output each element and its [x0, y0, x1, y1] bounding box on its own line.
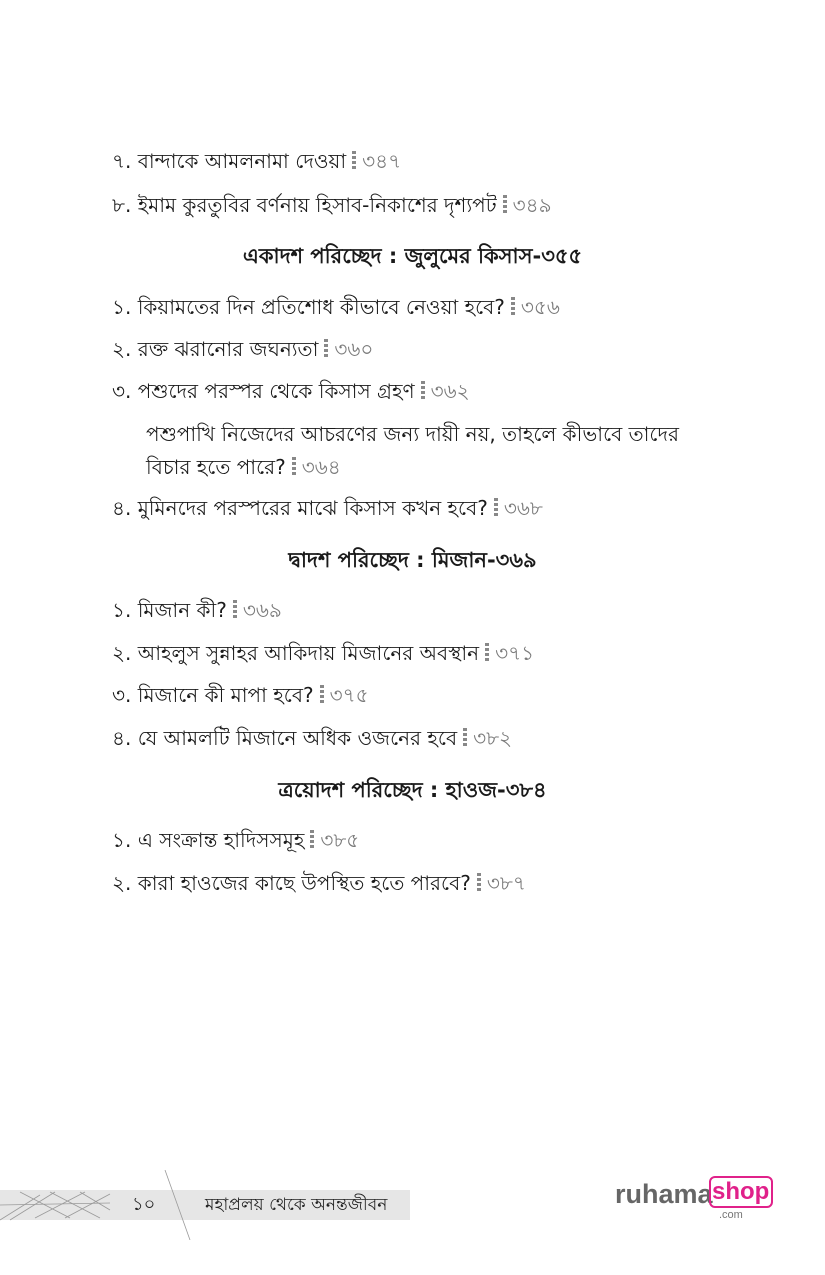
dotted-separator-icon: [352, 151, 356, 171]
dotted-separator-icon: [494, 498, 498, 518]
toc-entry-page: ৩৮৫: [320, 828, 360, 852]
toc-entry: [112, 294, 560, 320]
toc-entry-title: ১. মিজান কী?: [112, 598, 227, 622]
toc-entry: [112, 725, 512, 751]
toc-entry-title: ২. রক্ত ঝরানোর জঘন্যতা: [112, 337, 319, 361]
toc-entry-page: ৩৮২: [473, 726, 513, 750]
toc-entry-page: ৩৬৪: [301, 455, 341, 479]
dotted-separator-icon: [320, 685, 324, 705]
footer-decoration-icon: [0, 1170, 200, 1240]
toc-entry-page: ৩৭৫: [329, 683, 369, 707]
toc-entry-page: ৩৬২: [430, 379, 470, 403]
toc-subentry: [146, 418, 706, 484]
toc-entry-page: ৩৬৮: [503, 496, 543, 520]
toc-entry-title: ১. এ সংক্রান্ত হাদিসসমূহ: [112, 828, 305, 852]
logo-shop-text: shop: [712, 1178, 770, 1205]
toc-entry: [112, 495, 543, 521]
toc-entry-title: ৩. মিজানে কী মাপা হবে?: [112, 683, 314, 707]
toc-entry-page: ৩৭১: [495, 641, 535, 665]
toc-entry-page: ৩৪৯: [512, 193, 552, 217]
toc-entry-page: ৩৪৭: [362, 149, 402, 173]
toc-entry-page: ৩৬৯: [242, 598, 282, 622]
toc-entry-title: ২. কারা হাওজের কাছে উপস্থিত হতে পারবে?: [112, 871, 471, 895]
toc-entry: [112, 640, 534, 666]
toc-entry-title: ১. কিয়ামতের দিন প্রতিশোধ কীভাবে নেওয়া হবে?: [112, 295, 505, 319]
footer-page-number: ১০: [132, 1194, 156, 1215]
logo-ruhama-text: ruhama: [615, 1179, 713, 1209]
dotted-separator-icon: [292, 457, 296, 477]
toc-entry: [112, 148, 401, 174]
toc-entry: [112, 597, 282, 623]
toc-entry: [112, 827, 359, 853]
toc-entry-title: ২. আহলুস সুন্নাহর আকিদায় মিজানের অবস্থান: [112, 641, 480, 665]
toc-entry: [112, 336, 373, 362]
toc-entry-page: ৩৫৬: [520, 295, 560, 319]
toc-entry-title: ৩. পশুদের পরস্পর থেকে কিসাস গ্রহণ: [112, 379, 415, 403]
dotted-separator-icon: [233, 600, 237, 620]
toc-entry: [112, 870, 526, 896]
chapter-heading: দ্বাদশ পরিচ্ছেদ : মিজান-৩৬৯: [288, 548, 537, 572]
toc-entry: [112, 378, 470, 404]
dotted-separator-icon: [503, 195, 507, 215]
toc-entry-title: ৮. ইমাম কুরতুবির বর্ণনায় হিসাব-নিকাশের দৃশ্যপট: [112, 193, 497, 217]
toc-entry-title: ৪. মুমিনদের পরস্পরের মাঝে কিসাস কখন হবে?: [112, 496, 488, 520]
dotted-separator-icon: [511, 297, 515, 317]
footer-book-title: মহাপ্রলয় থেকে অনন্তজীবন: [205, 1195, 388, 1215]
dotted-separator-icon: [485, 643, 489, 663]
toc-entry: [112, 682, 369, 708]
dotted-separator-icon: [421, 381, 425, 401]
chapter-heading: ত্রয়োদশ পরিচ্ছেদ : হাওজ-৩৮৪: [278, 778, 547, 802]
toc-entry: [112, 192, 552, 218]
toc-entry-title: পশুপাখি নিজেদের আচরণের জন্য দায়ী নয়, তাহলে কীভাবে তাদের বিচার হতে পারে?: [146, 422, 679, 479]
toc-entry-title: ৭. বান্দাকে আমলনামা দেওয়া: [112, 149, 347, 173]
toc-entry-page: ৩৬০: [334, 337, 374, 361]
toc-entry-page: ৩৮৭: [486, 871, 526, 895]
dotted-separator-icon: [324, 339, 328, 359]
dotted-separator-icon: [477, 873, 481, 893]
ruhamashop-logo: [615, 1176, 785, 1224]
logo-com-text: .com: [719, 1209, 743, 1221]
chapter-heading: একাদশ পরিচ্ছেদ : জুলুমের কিসাস-৩৫৫: [242, 244, 583, 268]
dotted-separator-icon: [463, 728, 467, 748]
dotted-separator-icon: [310, 830, 314, 850]
toc-entry-title: ৪. যে আমলটি মিজানে অধিক ওজনের হবে: [112, 726, 458, 750]
